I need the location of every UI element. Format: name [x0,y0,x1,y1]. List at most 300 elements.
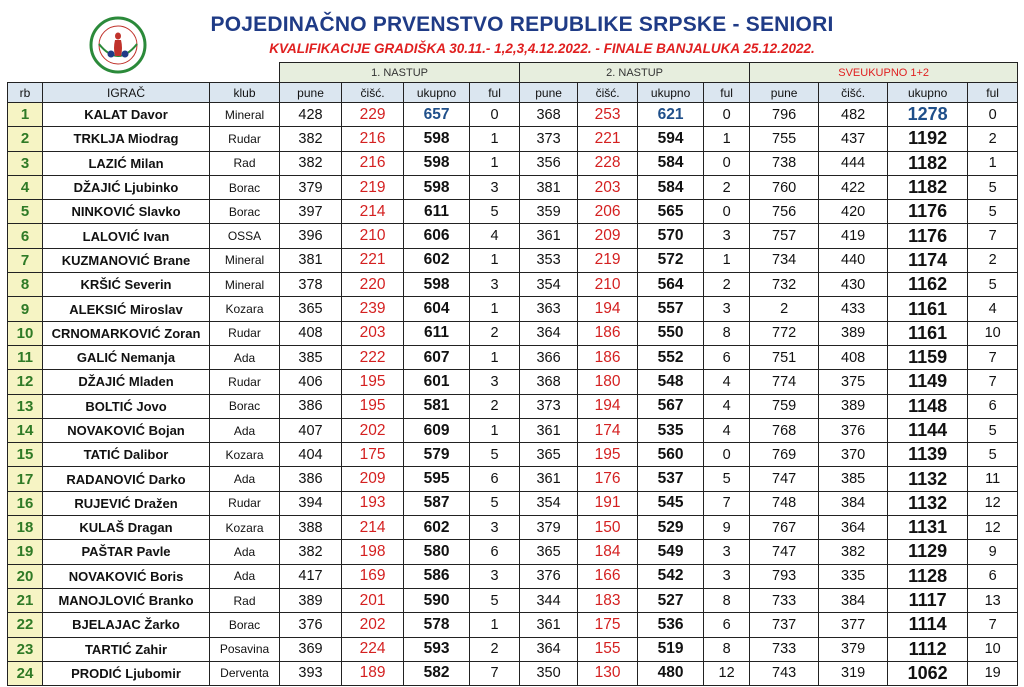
full-cell: 365 [520,540,578,564]
full-cell: 386 [280,394,342,418]
cleared-cell: 377 [819,613,888,637]
column-header: IGRAČ [43,83,210,103]
rank-cell: 5 [8,200,43,224]
full-cell: 382 [280,127,342,151]
miss-cell: 12 [968,516,1018,540]
cleared-cell: 155 [578,637,638,661]
miss-cell: 4 [704,370,750,394]
full-cell: 373 [520,127,578,151]
full-cell: 354 [520,273,578,297]
cleared-cell: 195 [342,370,404,394]
cleared-cell: 175 [342,443,404,467]
full-cell: 756 [750,200,819,224]
full-cell: 734 [750,248,819,272]
miss-cell: 7 [968,613,1018,637]
total-cell: 1159 [888,345,968,369]
club-cell: Kozara [210,516,280,540]
table-row [8,370,1018,394]
page-subtitle: KVALIFIKACIJE GRADIŠKA 30.11.- 1,2,3,4.12.2022. - FINALE BANJALUKA 25.12.2022. [269,41,815,56]
miss-cell: 6 [968,564,1018,588]
total-cell: 1144 [888,418,968,442]
table-row [8,273,1018,297]
miss-cell: 0 [968,103,1018,127]
full-cell: 356 [520,151,578,175]
total-cell: 1176 [888,224,968,248]
total-cell: 536 [638,613,704,637]
club-cell: Ada [210,564,280,588]
total-cell: 535 [638,418,704,442]
miss-cell: 4 [470,224,520,248]
cleared-cell: 169 [342,564,404,588]
table-row [8,151,1018,175]
rank-cell: 24 [8,661,43,685]
cleared-cell: 186 [578,321,638,345]
full-cell: 365 [520,443,578,467]
full-cell: 389 [280,588,342,612]
cleared-cell: 375 [819,370,888,394]
cleared-cell: 437 [819,127,888,151]
table-row [8,200,1018,224]
total-cell: 579 [404,443,470,467]
total-cell: 1182 [888,175,968,199]
player-name: CRNOMARKOVIĆ Zoran [43,321,210,345]
table-row [8,345,1018,369]
cleared-cell: 203 [342,321,404,345]
full-cell: 369 [280,637,342,661]
club-cell: Borac [210,394,280,418]
cleared-cell: 221 [342,248,404,272]
club-cell: Rudar [210,127,280,151]
total-cell: 550 [638,321,704,345]
total-cell: 519 [638,637,704,661]
total-cell: 1131 [888,516,968,540]
player-name: KUZMANOVIĆ Brane [43,248,210,272]
column-header: čišć. [819,83,888,103]
table-row [8,540,1018,564]
total-cell: 572 [638,248,704,272]
full-cell: 793 [750,564,819,588]
club-cell: Kozara [210,443,280,467]
total-cell: 598 [404,175,470,199]
cleared-cell: 422 [819,175,888,199]
total-cell: 560 [638,443,704,467]
miss-cell: 11 [968,467,1018,491]
full-cell: 428 [280,103,342,127]
total-cell: 598 [404,127,470,151]
full-cell: 737 [750,613,819,637]
miss-cell: 5 [470,443,520,467]
cleared-cell: 184 [578,540,638,564]
player-name: GALIĆ Nemanja [43,345,210,369]
total-cell: 584 [638,151,704,175]
club-cell: Mineral [210,248,280,272]
club-cell: Borac [210,175,280,199]
column-header: ful [704,83,750,103]
full-cell: 361 [520,613,578,637]
miss-cell: 6 [470,540,520,564]
cleared-cell: 189 [342,661,404,685]
miss-cell: 2 [968,248,1018,272]
full-cell: 755 [750,127,819,151]
miss-cell: 9 [968,540,1018,564]
total-cell: 584 [638,175,704,199]
club-cell: Borac [210,200,280,224]
full-cell: 769 [750,443,819,467]
cleared-cell: 221 [578,127,638,151]
club-cell: Derventa [210,661,280,685]
cleared-cell: 175 [578,613,638,637]
miss-cell: 7 [968,224,1018,248]
player-name: DŽAJIĆ Mladen [43,370,210,394]
cleared-cell: 229 [342,103,404,127]
column-header: pune [280,83,342,103]
total-cell: 607 [404,345,470,369]
miss-cell: 10 [968,637,1018,661]
total-cell: 1129 [888,540,968,564]
club-cell: Mineral [210,273,280,297]
club-cell: Ada [210,345,280,369]
player-name: PAŠTAR Pavle [43,540,210,564]
total-cell: 1174 [888,248,968,272]
table-row [8,127,1018,151]
miss-cell: 6 [470,467,520,491]
miss-cell: 12 [704,661,750,685]
full-cell: 404 [280,443,342,467]
total-cell: 552 [638,345,704,369]
cleared-cell: 376 [819,418,888,442]
column-header: ful [968,83,1018,103]
blank-corner [8,63,280,83]
miss-cell: 5 [704,467,750,491]
cleared-cell: 319 [819,661,888,685]
full-cell: 378 [280,273,342,297]
miss-cell: 3 [470,564,520,588]
cleared-cell: 224 [342,637,404,661]
cleared-cell: 384 [819,491,888,515]
miss-cell: 1 [968,151,1018,175]
rank-cell: 20 [8,564,43,588]
club-cell: Ada [210,540,280,564]
total-cell: 548 [638,370,704,394]
full-cell: 743 [750,661,819,685]
cleared-cell: 150 [578,516,638,540]
table-row [8,467,1018,491]
column-header: rb [8,83,43,103]
total-cell: 1132 [888,491,968,515]
cleared-cell: 364 [819,516,888,540]
table-row [8,321,1018,345]
column-header: ukupno [888,83,968,103]
miss-cell: 1 [470,297,520,321]
full-cell: 373 [520,394,578,418]
cleared-cell: 228 [578,151,638,175]
total-cell: 657 [404,103,470,127]
full-cell: 361 [520,418,578,442]
club-cell: Ada [210,418,280,442]
cleared-cell: 194 [578,297,638,321]
table-row [8,588,1018,612]
miss-cell: 5 [968,175,1018,199]
miss-cell: 10 [968,321,1018,345]
full-cell: 767 [750,516,819,540]
total-cell: 578 [404,613,470,637]
total-cell: 1148 [888,394,968,418]
rank-cell: 19 [8,540,43,564]
player-name: LAZIĆ Milan [43,151,210,175]
total-cell: 598 [404,151,470,175]
rank-cell: 1 [8,103,43,127]
full-cell: 393 [280,661,342,685]
table-row [8,224,1018,248]
cleared-cell: 385 [819,467,888,491]
full-cell: 738 [750,151,819,175]
miss-cell: 7 [470,661,520,685]
table-row [8,297,1018,321]
total-cell: 598 [404,273,470,297]
column-header: ukupno [404,83,470,103]
full-cell: 379 [280,175,342,199]
cleared-cell: 201 [342,588,404,612]
full-cell: 385 [280,345,342,369]
player-name: KULAŠ Dragan [43,516,210,540]
club-cell: Posavina [210,637,280,661]
full-cell: 396 [280,224,342,248]
cleared-cell: 253 [578,103,638,127]
miss-cell: 1 [470,127,520,151]
full-cell: 757 [750,224,819,248]
total-cell: 529 [638,516,704,540]
cleared-cell: 195 [342,394,404,418]
total-cell: 1062 [888,661,968,685]
player-name: ALEKSIĆ Miroslav [43,297,210,321]
club-cell: Borac [210,613,280,637]
miss-cell: 2 [470,321,520,345]
club-cell: Rudar [210,370,280,394]
total-cell: 1162 [888,273,968,297]
total-cell: 594 [638,127,704,151]
miss-cell: 1 [470,248,520,272]
full-cell: 394 [280,491,342,515]
full-cell: 364 [520,321,578,345]
column-header: pune [750,83,819,103]
cleared-cell: 209 [578,224,638,248]
total-cell: 1192 [888,127,968,151]
miss-cell: 3 [704,224,750,248]
full-cell: 386 [280,467,342,491]
miss-cell: 3 [470,370,520,394]
cleared-cell: 214 [342,200,404,224]
full-cell: 772 [750,321,819,345]
total-cell: 1149 [888,370,968,394]
total-cell: 621 [638,103,704,127]
miss-cell: 5 [968,418,1018,442]
miss-cell: 3 [704,564,750,588]
rank-cell: 3 [8,151,43,175]
miss-cell: 0 [704,103,750,127]
miss-cell: 13 [968,588,1018,612]
table-row [8,103,1018,127]
miss-cell: 6 [704,345,750,369]
total-cell: 567 [638,394,704,418]
rank-cell: 9 [8,297,43,321]
rank-cell: 10 [8,321,43,345]
player-name: KALAT Davor [43,103,210,127]
cleared-cell: 382 [819,540,888,564]
cleared-cell: 220 [342,273,404,297]
cleared-cell: 166 [578,564,638,588]
cleared-cell: 420 [819,200,888,224]
full-cell: 359 [520,200,578,224]
cleared-cell: 433 [819,297,888,321]
cleared-cell: 191 [578,491,638,515]
table-row [8,491,1018,515]
rank-cell: 22 [8,613,43,637]
miss-cell: 3 [470,516,520,540]
full-cell: 759 [750,394,819,418]
total-cell: 527 [638,588,704,612]
cleared-cell: 335 [819,564,888,588]
full-cell: 353 [520,248,578,272]
rank-cell: 12 [8,370,43,394]
rank-cell: 16 [8,491,43,515]
full-cell: 751 [750,345,819,369]
player-name: DŽAJIĆ Ljubinko [43,175,210,199]
table-row [8,637,1018,661]
cleared-cell: 194 [578,394,638,418]
cleared-cell: 482 [819,103,888,127]
total-cell: 602 [404,516,470,540]
club-cell: OSSA [210,224,280,248]
player-name: MANOJLOVIĆ Branko [43,588,210,612]
cleared-cell: 193 [342,491,404,515]
rank-cell: 15 [8,443,43,467]
club-cell: Mineral [210,103,280,127]
cleared-cell: 183 [578,588,638,612]
total-cell: 1114 [888,613,968,637]
rank-cell: 21 [8,588,43,612]
miss-cell: 4 [704,394,750,418]
column-header: ukupno [638,83,704,103]
club-cell: Rudar [210,321,280,345]
table-row [8,564,1018,588]
full-cell: 381 [280,248,342,272]
total-cell: 1128 [888,564,968,588]
full-cell: 747 [750,540,819,564]
total-cell: 1112 [888,637,968,661]
cleared-cell: 389 [819,394,888,418]
miss-cell: 5 [968,273,1018,297]
full-cell: 382 [280,151,342,175]
total-cell: 565 [638,200,704,224]
total-cell: 606 [404,224,470,248]
rank-cell: 17 [8,467,43,491]
player-name: BOLTIĆ Jovo [43,394,210,418]
miss-cell: 6 [704,613,750,637]
miss-cell: 2 [470,637,520,661]
rank-cell: 11 [8,345,43,369]
full-cell: 417 [280,564,342,588]
player-name: BJELAJAC Žarko [43,613,210,637]
miss-cell: 8 [704,588,750,612]
cleared-cell: 430 [819,273,888,297]
miss-cell: 7 [968,345,1018,369]
total-cell: 595 [404,467,470,491]
rank-cell: 14 [8,418,43,442]
full-cell: 365 [280,297,342,321]
full-cell: 376 [280,613,342,637]
table-row [8,661,1018,685]
total-cell: 604 [404,297,470,321]
miss-cell: 7 [704,491,750,515]
miss-cell: 2 [470,394,520,418]
total-cell: 1176 [888,200,968,224]
miss-cell: 1 [470,345,520,369]
full-cell: 376 [520,564,578,588]
miss-cell: 1 [470,151,520,175]
miss-cell: 5 [470,491,520,515]
cleared-cell: 202 [342,613,404,637]
miss-cell: 4 [704,418,750,442]
total-cell: 611 [404,200,470,224]
full-cell: 733 [750,637,819,661]
cleared-cell: 440 [819,248,888,272]
miss-cell: 2 [704,175,750,199]
full-cell: 397 [280,200,342,224]
full-cell: 796 [750,103,819,127]
miss-cell: 3 [704,297,750,321]
total-cell: 545 [638,491,704,515]
cleared-cell: 408 [819,345,888,369]
player-name: TRKLJA Miodrag [43,127,210,151]
miss-cell: 4 [968,297,1018,321]
full-cell: 2 [750,297,819,321]
miss-cell: 0 [704,200,750,224]
total-cell: 587 [404,491,470,515]
cleared-cell: 214 [342,516,404,540]
column-header: klub [210,83,280,103]
miss-cell: 1 [704,127,750,151]
miss-cell: 19 [968,661,1018,685]
table-row [8,418,1018,442]
total-cell: 611 [404,321,470,345]
cleared-cell: 174 [578,418,638,442]
cleared-cell: 216 [342,151,404,175]
miss-cell: 5 [968,200,1018,224]
rank-cell: 6 [8,224,43,248]
club-cell: Rudar [210,491,280,515]
total-cell: 580 [404,540,470,564]
column-header: pune [520,83,578,103]
total-cell: 602 [404,248,470,272]
full-cell: 381 [520,175,578,199]
cleared-cell: 219 [578,248,638,272]
total-cell: 593 [404,637,470,661]
rank-cell: 18 [8,516,43,540]
cleared-cell: 379 [819,637,888,661]
total-cell: 581 [404,394,470,418]
miss-cell: 0 [704,151,750,175]
total-cell: 1161 [888,297,968,321]
total-cell: 570 [638,224,704,248]
full-cell: 748 [750,491,819,515]
full-cell: 379 [520,516,578,540]
total-cell: 549 [638,540,704,564]
club-cell: Ada [210,467,280,491]
group-header-1: 1. NASTUP [280,63,520,83]
full-cell: 732 [750,273,819,297]
cleared-cell: 186 [578,345,638,369]
cleared-cell: 210 [342,224,404,248]
